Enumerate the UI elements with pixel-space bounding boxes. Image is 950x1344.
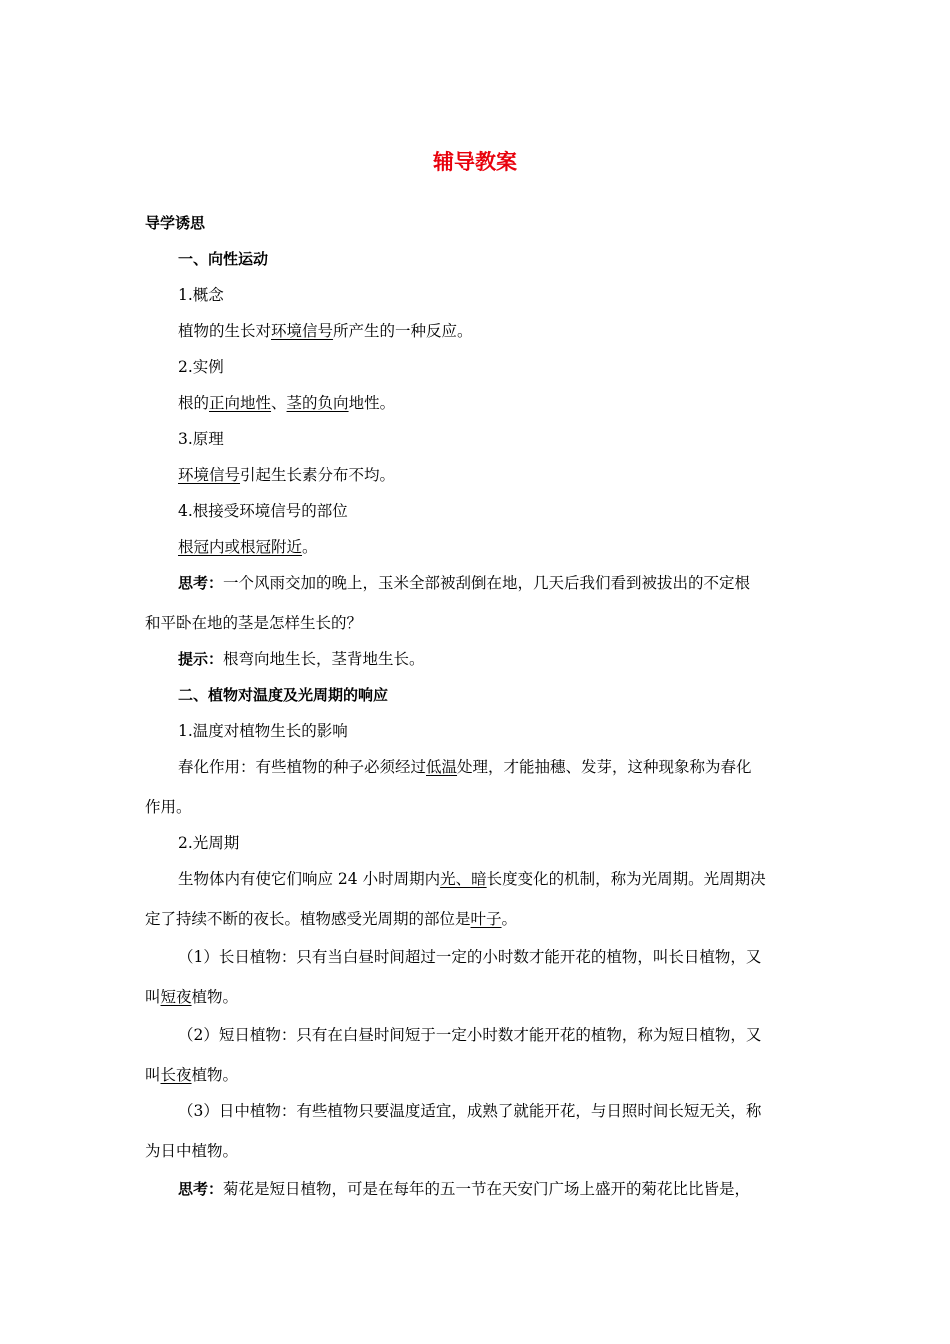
underlined-term: 光、暗 bbox=[440, 870, 487, 888]
text-run: 生物体内有使它们响应 24 小时周期内 bbox=[178, 870, 441, 888]
section-heading: 导学诱思 bbox=[145, 214, 206, 232]
underlined-term: 叶子 bbox=[470, 910, 502, 928]
example-label: 2.实例 bbox=[178, 358, 224, 376]
root-site-text bbox=[178, 537, 318, 557]
text-run: 长度变化的机制，称为光周期。光周期决 bbox=[486, 870, 766, 888]
text-run: 处理，才能抽穗、发芽，这种现象称为春化 bbox=[457, 758, 752, 776]
underlined-term: 短夜 bbox=[160, 988, 192, 1006]
text-run: 根的 bbox=[178, 394, 210, 412]
text-run: 所产生的一种反应。 bbox=[333, 322, 473, 340]
photoperiod-label: 2.光周期 bbox=[178, 834, 240, 852]
underlined-term: 环境信号 bbox=[271, 322, 334, 340]
text-run: 。 bbox=[501, 910, 518, 928]
think-question-2 bbox=[178, 1179, 750, 1199]
text-run: 植物。 bbox=[191, 1066, 239, 1084]
vernalization-line2: 作用。 bbox=[145, 798, 192, 816]
text-run: 地性。 bbox=[348, 394, 396, 412]
underlined-term: 茎的负向 bbox=[286, 394, 349, 412]
text-run: 、 bbox=[271, 394, 287, 412]
text-run: 引起生长素分布不均。 bbox=[240, 466, 396, 484]
short-day-line2 bbox=[145, 1065, 238, 1085]
photoperiod-line2 bbox=[145, 909, 517, 929]
day-neutral-line1: （3）日中植物：有些植物只要温度适宜，成熟了就能开花，与日照时间长短无关，称 bbox=[178, 1102, 762, 1120]
text-run: 叫 bbox=[145, 1066, 161, 1084]
underlined-term: 环境信号 bbox=[178, 466, 241, 484]
underlined-term: 低温 bbox=[426, 758, 458, 776]
day-neutral-line2: 为日中植物。 bbox=[145, 1142, 239, 1160]
long-day-line1: （1）长日植物：只有当白昼时间超过一定的小时数才能开花的植物，叫长日植物，又 bbox=[178, 948, 762, 966]
document-title: 辅导教案 bbox=[433, 150, 517, 174]
text-run: 根弯向地生长，茎背地生长。 bbox=[223, 650, 425, 668]
principle-text bbox=[178, 465, 395, 485]
think-question-line1 bbox=[178, 573, 750, 593]
example-text bbox=[178, 393, 395, 413]
hint-label: 提示： bbox=[178, 650, 224, 668]
concept-text bbox=[178, 321, 473, 341]
vernalization-line1 bbox=[178, 757, 752, 777]
think-label: 思考： bbox=[178, 1180, 224, 1198]
underlined-term: 正向地性 bbox=[209, 394, 272, 412]
short-day-line1: （2）短日植物：只有在白昼时间短于一定小时数才能开花的植物，称为短日植物，又 bbox=[178, 1026, 762, 1044]
text-run: 植物的生长对 bbox=[178, 322, 272, 340]
text-run: 叫 bbox=[145, 988, 161, 1006]
long-day-line2 bbox=[145, 987, 238, 1007]
text-run: 菊花是短日植物，可是在每年的五一节在天安门广场上盛开的菊花比比皆是， bbox=[223, 1180, 751, 1198]
photoperiod-line1 bbox=[178, 869, 766, 889]
text-run: 一个风雨交加的晚上，玉米全部被刮倒在地，几天后我们看到被拔出的不定根 bbox=[223, 574, 751, 592]
think-label: 思考： bbox=[178, 574, 224, 592]
text-run: 定了持续不断的夜长。植物感受光周期的部位是 bbox=[145, 910, 471, 928]
think-question-line2: 和平卧在地的茎是怎样生长的？ bbox=[145, 614, 363, 632]
temperature-label: 1.温度对植物生长的影响 bbox=[178, 722, 348, 740]
underlined-term: 长夜 bbox=[160, 1066, 192, 1084]
root-site-label: 4.根接受环境信号的部位 bbox=[178, 502, 348, 520]
part1-heading: 一、向性运动 bbox=[178, 250, 269, 268]
text-run: 春化作用：有些植物的种子必须经过 bbox=[178, 758, 427, 776]
text-run: 植物。 bbox=[191, 988, 239, 1006]
hint-line bbox=[178, 649, 425, 669]
principle-label: 3.原理 bbox=[178, 430, 224, 448]
concept-label: 1.概念 bbox=[178, 286, 224, 304]
part2-heading: 二、植物对温度及光周期的响应 bbox=[178, 686, 389, 704]
underlined-term: 根冠内或根冠附近 bbox=[178, 538, 303, 556]
text-run: 。 bbox=[302, 538, 318, 556]
